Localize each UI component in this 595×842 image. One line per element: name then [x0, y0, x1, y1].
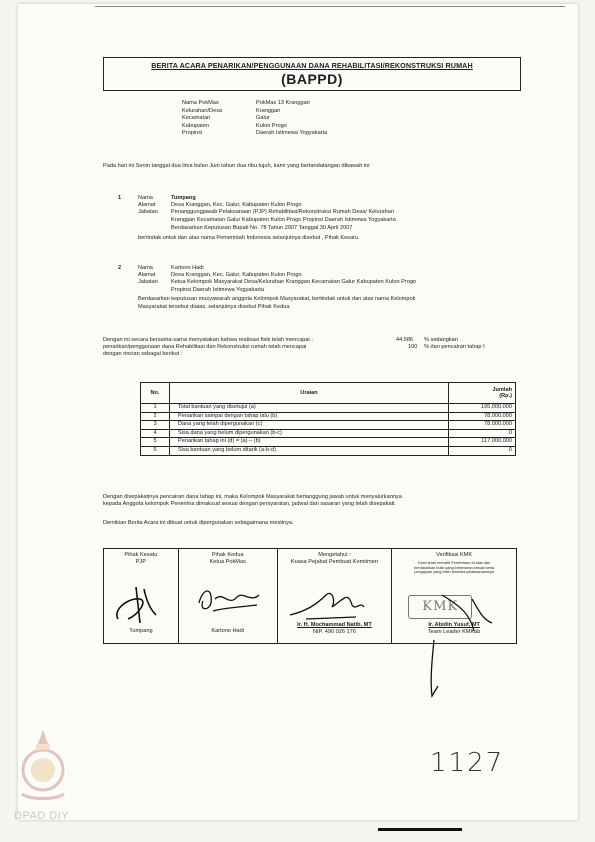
field-label: Nama — [138, 195, 153, 201]
top-rule — [95, 6, 565, 7]
agreement-line-2: penarikan/penggunaan dana Rehabilitasi dan Rekonstruksi rumah telah mencapai — [103, 344, 307, 350]
info-row — [182, 108, 327, 116]
header-no: No. — [141, 383, 170, 404]
header-uraian: Uraian — [170, 383, 449, 404]
signatory-title: Team Leader KMKab — [427, 629, 481, 635]
signatory-name: Kartono Hadi — [211, 628, 245, 634]
table-row — [141, 429, 516, 438]
party-position: Penanggungjawab Pelaksanaan (PJP) Rehabilitasi/Rekonstruksi Rumah Desa/ Kelurahan — [171, 209, 394, 215]
row-no: 2 — [141, 412, 170, 421]
signature-role: Pihak Kedua — [211, 552, 244, 558]
party-one — [118, 195, 518, 255]
row-value: 78.000.000 — [449, 421, 516, 430]
signature-head — [179, 552, 277, 566]
signatory-name: Tumpang — [129, 628, 153, 634]
dpad-logo-icon — [16, 724, 70, 804]
closing-line-1: Dengan disepakatinya pencairan dana tahap ini, maka Kelompok Masyarakat bertanggung jawab untuk menyalurkannya — [103, 494, 402, 500]
table-row — [141, 412, 516, 421]
row-uraian: Dana yang telah dipergunakan (c) — [170, 421, 449, 430]
party-name: Tumpang — [171, 195, 196, 201]
info-key: Propinsi — [182, 130, 203, 137]
party-act: Berdasarkan keputusan musyawarah anggota Kelompok Masyarakat, bertindak untuk dan atas nama Kelompok — [138, 296, 416, 302]
document-title-box — [103, 57, 521, 91]
info-key: Kabupaten — [182, 122, 210, 129]
verification-note-line: pengajuan yang telah tersedia pelaksanaannya — [414, 570, 494, 575]
signature-table — [103, 548, 517, 644]
field-label: Nama — [138, 265, 153, 271]
signatory-name: Ir. Abidin Yusuf, MT — [428, 622, 480, 628]
info-value: PokMas 13 Kranggan — [256, 100, 310, 106]
signature-role: Mengetahui : — [318, 552, 351, 558]
closing-statement: Demikian Berita Acara ini dibuat untuk dipergunakan sebagaimana mestinya. — [103, 520, 294, 526]
header-currency: (Rp.) — [499, 393, 512, 399]
party-position: Ketua Kelompok Masyarakat Desa/Kelurahan Kranggan Kecamatan Galur Kabupaten Kulon Progo — [171, 279, 417, 285]
info-value: Galur — [256, 115, 270, 122]
signature-position: Kuasa Pejabat Pembuat Komitmen — [290, 559, 378, 565]
kmk-stamp: KMK — [408, 595, 472, 619]
signature-verifikasi — [392, 549, 516, 643]
row-no: 4 — [141, 429, 170, 438]
field-label: Jabatan — [138, 209, 158, 215]
agreement-line-3: dengan rincian sebagai berikut : — [103, 351, 183, 357]
row-no: 6 — [141, 446, 170, 455]
party-position-cont: Kranggan Kecamatan Galur Kabupaten Kulon Progo Propinsi Daerah Istimewa Yogyakarta — [171, 217, 396, 223]
signature-pihak-kesatu — [104, 549, 179, 643]
physical-realization-unit: % sedangkan — [424, 337, 458, 343]
row-value: 78.000.000 — [449, 412, 516, 421]
info-value: Kulon Progo — [256, 122, 287, 129]
row-value: 195.000.000 — [449, 404, 516, 413]
table-row — [141, 421, 516, 430]
row-value: 117.000.000 — [449, 438, 516, 447]
pokmas-info — [182, 100, 327, 138]
party-name: Kartono Hadi — [171, 265, 204, 271]
info-row — [182, 115, 327, 123]
signature-position: PJP — [135, 559, 147, 565]
fund-usage-unit: % dan pencairan tahap I — [424, 344, 485, 350]
field-label: Alamat — [138, 272, 156, 278]
party-decree: Berdasarkan Keputusan Bupati No. 78 Tahun 2007 Tanggal 30 April 2007 — [171, 225, 353, 231]
info-row — [182, 123, 327, 131]
header-jumlah — [449, 383, 516, 404]
signature-mark — [286, 581, 384, 623]
row-uraian: Sisa bantuan yang belum ditarik (a-b-d) — [170, 446, 449, 455]
closing-line-2: kepada Anggota kelompok Penerima dimaksud sesuai dengan persyaratan, jadwal dan sasaran yang telah disepakati. — [103, 501, 396, 507]
table-row — [141, 446, 516, 455]
header-jumlah-label: Jumlah — [492, 387, 512, 393]
row-value: 0 — [449, 429, 516, 438]
row-no: 3 — [141, 421, 170, 430]
info-value: Kranggan — [256, 107, 281, 114]
signature-head — [278, 552, 392, 566]
party-two — [118, 265, 518, 325]
signatory-nip: NIP. 490 026 176 — [313, 629, 356, 635]
document-subtitle: (BAPPD) — [281, 71, 343, 87]
row-uraian: Penarikan tahap ini (d) = (a) – (b) — [170, 438, 449, 447]
bottom-bar — [378, 828, 462, 831]
fund-usage-value: 100 — [408, 344, 418, 350]
party-address: Desa Kranggan, Kec. Galur, Kabupaten Kulon Progo — [171, 272, 302, 278]
row-no: 5 — [141, 438, 170, 447]
verification-note-line: Kami telah meneliti Permintaan di atas dan — [418, 561, 491, 565]
party-position-cont: Propinsi Daerah Istimewa Yogyakarta — [171, 287, 264, 293]
row-uraian: Penarikan sampai dengan tahap lalu (b) — [170, 412, 449, 421]
signature-position: Ketua PokMas — [209, 559, 246, 565]
fund-detail-table — [140, 382, 516, 456]
signatory-name-wrap — [278, 622, 392, 629]
agreement-line-1: Dengan ini secara bersama-sama menyatakan bahwa realisasi fisik telah mencapai : — [103, 337, 313, 343]
info-row — [182, 130, 327, 138]
dpad-logo-text: DPAD DIY — [14, 810, 70, 822]
party-number: 2 — [118, 265, 122, 271]
document-title: BERITA ACARA PENARIKAN/PENGGUNAAN DANA REHABILITASI/REKONSTRUKSI RUMAH — [151, 61, 473, 70]
signature-role: Pihak Kesatu — [124, 552, 158, 558]
field-label: Alamat — [138, 202, 156, 208]
info-key: Nama PokMas — [182, 100, 219, 106]
signatory-name-wrap — [392, 622, 516, 629]
physical-realization-value: 44.586 — [396, 337, 414, 343]
signature-role: Verifikasi KMK — [436, 552, 473, 558]
table-header-row — [141, 383, 516, 404]
party-act-cont: Masyarakat tersebut diatas, selanjutnya disebut Pihak Kedua — [138, 304, 290, 310]
signatory-name: Ir. H. Mochammad Natib, MT — [297, 622, 372, 628]
table-row — [141, 438, 516, 447]
verification-note-line: berdasarkan bukti yang kebenaran sesuai serta — [414, 565, 495, 570]
info-value: Daerah Istimewa Yogyakarta — [256, 130, 328, 137]
info-row — [182, 100, 327, 108]
signature-mengetahui — [278, 549, 393, 643]
info-key: Kelurahan/Desa — [182, 107, 223, 114]
signature-tail — [426, 640, 446, 700]
signature-head — [104, 552, 178, 566]
party-number: 1 — [118, 195, 122, 201]
row-no: 1 — [141, 404, 170, 413]
intro-text: Pada hari ini Senin tanggal dua lima bulan Juni tahun dua ribu tujuh, kami yang bertandatangan dibawah ini — [103, 163, 370, 169]
page-number: 1127 — [430, 748, 505, 778]
signature-mark — [110, 579, 172, 627]
info-key: Kecamatan — [182, 115, 211, 122]
field-label: Jabatan — [138, 279, 158, 285]
signature-pihak-kedua — [179, 549, 278, 643]
row-uraian: Total bantuan yang disetujui (a) — [170, 404, 449, 413]
row-uraian: Sisa dana yang belum dipergunakan (b-c) — [170, 429, 449, 438]
verification-note — [398, 561, 510, 575]
party-address: Desa Kranggan, Kec. Galur, Kabupaten Kulon Progo — [171, 202, 302, 208]
signature-mark — [193, 577, 265, 623]
row-value: 0 — [449, 446, 516, 455]
table-row — [141, 404, 516, 413]
party-act: bertindak untuk dan atas nama Pemerintah Indonesia selanjutnya disebut , Pihak Kesatu. — [138, 235, 360, 241]
